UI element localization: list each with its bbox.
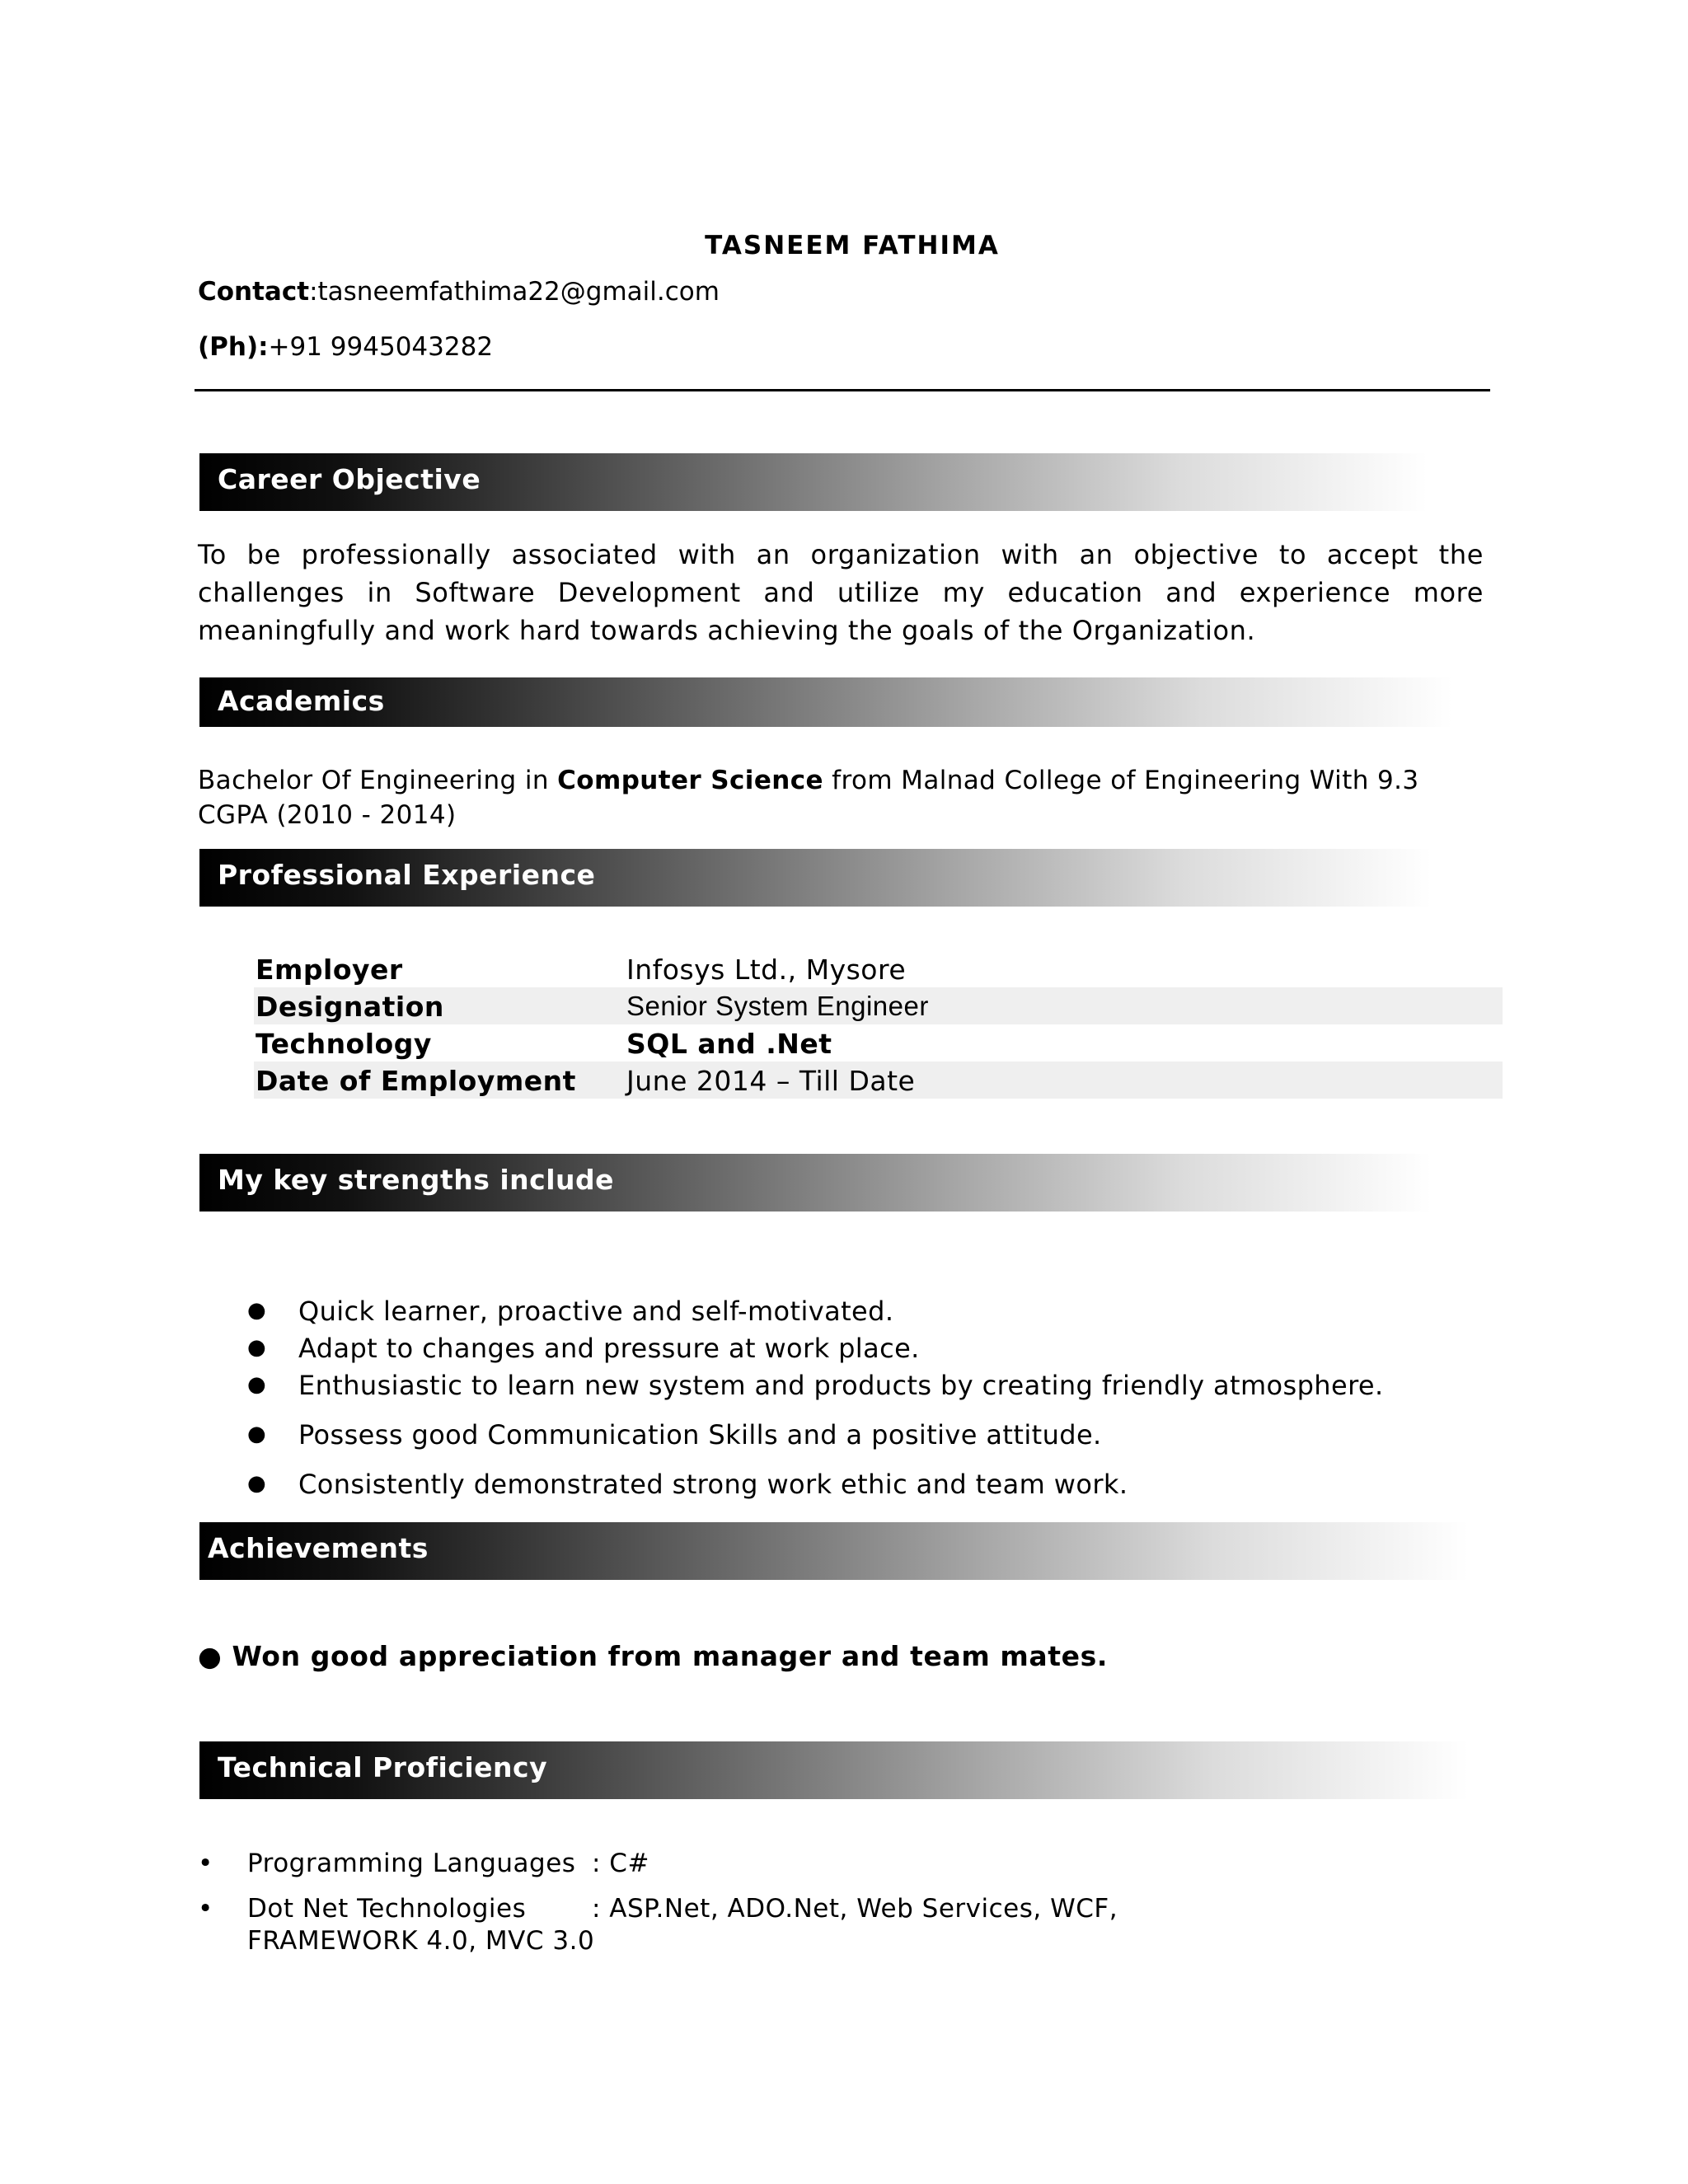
- experience-value: SQL and .Net: [626, 1028, 832, 1060]
- header-divider: [195, 389, 1490, 391]
- experience-key: Designation: [256, 991, 444, 1023]
- career-objective-text: To be professionally associated with an organization with an objective to accept the challenges in Software Development and utilize my education and experience more meaningfully and work hard towards achieving the goals of the Organization.: [198, 539, 1484, 646]
- contact-line: [198, 277, 720, 307]
- bullet-icon: •: [198, 1849, 213, 1878]
- experience-key: Employer: [256, 954, 403, 986]
- bullet-icon: ●: [247, 1422, 266, 1446]
- academics-degree: Bachelor Of Engineering in: [198, 766, 558, 795]
- phone-label: (Ph):: [198, 332, 269, 362]
- tech-value: : C#: [592, 1849, 649, 1878]
- section-title-professional-experience: Professional Experience: [218, 859, 596, 891]
- contact-label: Contact: [198, 277, 310, 307]
- academics-text: [198, 763, 1492, 832]
- bullet-icon: ●: [247, 1372, 266, 1397]
- tech-value: : ASP.Net, ADO.Net, Web Services, WCF,: [592, 1894, 1118, 1924]
- achievement-item: ● Won good appreciation from manager and team mates.: [198, 1640, 1109, 1672]
- section-title-career-objective: Career Objective: [218, 463, 481, 495]
- academics-college: from Malnad College of Engineering With 9.3 CGPA (2010 - 2014): [198, 766, 1419, 830]
- experience-table: [254, 950, 1503, 1099]
- bullet-icon: •: [198, 1894, 213, 1924]
- bullet-icon: ●: [247, 1471, 266, 1496]
- strength-text: Adapt to changes and pressure at work place.: [298, 1333, 920, 1364]
- section-title-technical-proficiency: Technical Proficiency: [218, 1751, 548, 1783]
- section-bar-professional-experience: [199, 849, 1432, 907]
- table-row: [254, 987, 1503, 1024]
- section-bar-achievements: [199, 1522, 1469, 1580]
- resume-name: TASNEEM FATHIMA: [705, 231, 1000, 260]
- strength-text: Possess good Communication Skills and a positive attitude.: [298, 1419, 1102, 1451]
- experience-value: June 2014 – Till Date: [626, 1065, 916, 1097]
- section-bar-career-objective: [199, 453, 1428, 511]
- strength-text: Enthusiastic to learn new system and products by creating friendly atmosphere.: [298, 1370, 1384, 1401]
- tech-label: Dot Net Technologies: [247, 1894, 527, 1924]
- phone-number: +91 9945043282: [268, 332, 494, 362]
- experience-key: Technology: [256, 1028, 432, 1060]
- section-title-academics: Academics: [218, 685, 385, 717]
- contact-email: :tasneemfathima22@gmail.com: [309, 277, 720, 307]
- experience-key: Date of Employment: [256, 1065, 576, 1097]
- tech-label: Programming Languages: [247, 1849, 576, 1878]
- academics-major: Computer Science: [557, 766, 823, 795]
- table-row: [254, 1024, 1503, 1062]
- experience-value: Senior System Engineer: [626, 991, 929, 1021]
- section-bar-technical-proficiency: [199, 1741, 1469, 1799]
- section-title-achievements: Achievements: [208, 1532, 429, 1564]
- tech-continuation: FRAMEWORK 4.0, MVC 3.0: [247, 1926, 595, 1956]
- table-row: [254, 950, 1503, 987]
- section-bar-key-strengths: [199, 1154, 1432, 1212]
- strength-text: Quick learner, proactive and self-motivated.: [298, 1296, 894, 1327]
- experience-value: Infosys Ltd., Mysore: [626, 954, 907, 986]
- strength-text: Consistently demonstrated strong work ethic and team work.: [298, 1469, 1128, 1500]
- bullet-icon: ●: [247, 1298, 266, 1323]
- table-row: [254, 1062, 1503, 1099]
- section-bar-academics: [199, 677, 1452, 727]
- bullet-icon: ●: [247, 1335, 266, 1360]
- section-title-key-strengths: My key strengths include: [218, 1164, 615, 1196]
- phone-line: [198, 332, 493, 362]
